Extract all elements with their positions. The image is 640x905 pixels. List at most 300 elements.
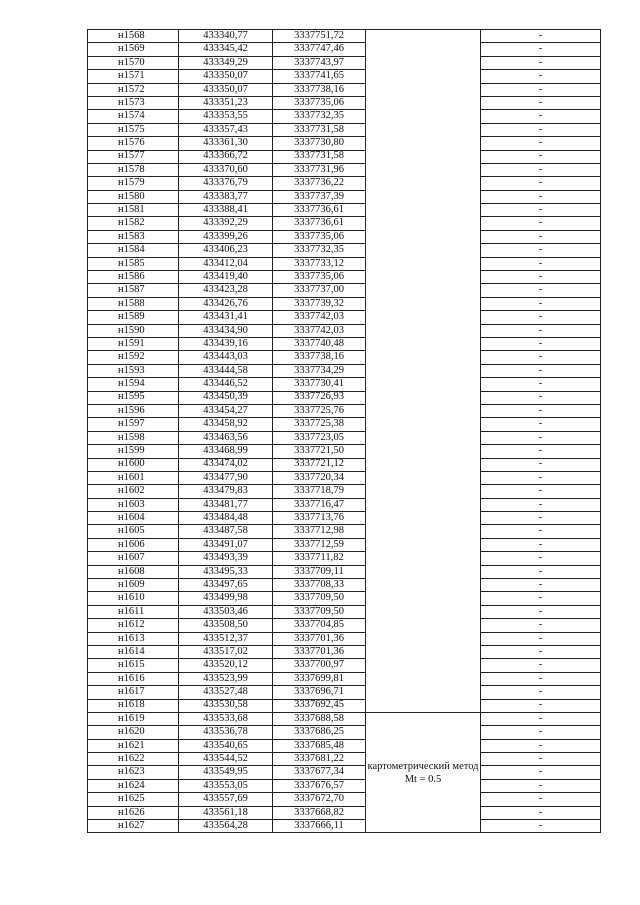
point-id-cell: н1599 [88,445,179,458]
point-id-cell: н1592 [88,351,179,364]
table-row [88,525,601,538]
accuracy-cell: - [481,525,601,538]
coordinates-table [87,29,601,833]
x-coordinate-cell: 433479,83 [179,485,273,498]
x-coordinate-cell: 433477,90 [179,471,273,484]
y-coordinate-cell: 3337666,11 [273,820,366,833]
x-coordinate-cell: 433454,27 [179,404,273,417]
table-row [88,30,601,43]
table-row [88,217,601,230]
table-row [88,163,601,176]
x-coordinate-cell: 433412,04 [179,257,273,270]
table-row [88,552,601,565]
point-id-cell: н1573 [88,96,179,109]
point-id-cell: н1595 [88,391,179,404]
x-coordinate-cell: 433444,58 [179,364,273,377]
accuracy-cell: - [481,512,601,525]
y-coordinate-cell: 3337730,80 [273,137,366,150]
table-row [88,806,601,819]
point-id-cell: н1607 [88,552,179,565]
point-id-cell: н1588 [88,297,179,310]
y-coordinate-cell: 3337736,61 [273,217,366,230]
y-coordinate-cell: 3337723,05 [273,431,366,444]
point-id-cell: н1594 [88,378,179,391]
y-coordinate-cell: 3337701,36 [273,632,366,645]
y-coordinate-cell: 3337742,03 [273,311,366,324]
x-coordinate-cell: 433517,02 [179,645,273,658]
table-row [88,471,601,484]
point-id-cell: н1626 [88,806,179,819]
point-id-cell: н1581 [88,204,179,217]
point-id-cell: н1622 [88,753,179,766]
y-coordinate-cell: 3337709,50 [273,592,366,605]
table-row [88,753,601,766]
x-coordinate-cell: 433361,30 [179,137,273,150]
x-coordinate-cell: 433487,58 [179,525,273,538]
x-coordinate-cell: 433376,79 [179,177,273,190]
table-row [88,579,601,592]
accuracy-cell: - [481,311,601,324]
x-coordinate-cell: 433431,41 [179,311,273,324]
table-row [88,498,601,511]
table-row [88,324,601,337]
table-row [88,820,601,833]
y-coordinate-cell: 3337709,11 [273,565,366,578]
y-coordinate-cell: 3337668,82 [273,806,366,819]
x-coordinate-cell: 433503,46 [179,605,273,618]
table-row [88,351,601,364]
accuracy-cell: - [481,123,601,136]
y-coordinate-cell: 3337686,25 [273,726,366,739]
y-coordinate-cell: 3337676,57 [273,779,366,792]
table-row [88,123,601,136]
point-id-cell: н1576 [88,137,179,150]
accuracy-cell: - [481,686,601,699]
y-coordinate-cell: 3337739,32 [273,297,366,310]
x-coordinate-cell: 433523,99 [179,672,273,685]
table-row [88,364,601,377]
accuracy-cell: - [481,645,601,658]
point-id-cell: н1627 [88,820,179,833]
table-row [88,512,601,525]
accuracy-cell: - [481,471,601,484]
point-id-cell: н1597 [88,418,179,431]
y-coordinate-cell: 3337740,48 [273,337,366,350]
accuracy-cell: - [481,391,601,404]
accuracy-cell: - [481,699,601,712]
point-id-cell: н1578 [88,163,179,176]
point-id-cell: н1612 [88,619,179,632]
point-id-cell: н1601 [88,471,179,484]
table-row [88,485,601,498]
accuracy-cell: - [481,565,601,578]
point-id-cell: н1608 [88,565,179,578]
table-row [88,418,601,431]
table-row [88,726,601,739]
x-coordinate-cell: 433561,18 [179,806,273,819]
accuracy-cell: - [481,726,601,739]
point-id-cell: н1620 [88,726,179,739]
point-id-cell: н1589 [88,311,179,324]
y-coordinate-cell: 3337699,81 [273,672,366,685]
y-coordinate-cell: 3337730,41 [273,378,366,391]
point-id-cell: н1603 [88,498,179,511]
table-row [88,177,601,190]
point-id-cell: н1621 [88,739,179,752]
y-coordinate-cell: 3337712,98 [273,525,366,538]
accuracy-cell: - [481,753,601,766]
accuracy-cell: - [481,739,601,752]
accuracy-cell: - [481,324,601,337]
x-coordinate-cell: 433497,65 [179,579,273,592]
point-id-cell: н1605 [88,525,179,538]
point-id-cell: н1617 [88,686,179,699]
point-id-cell: н1613 [88,632,179,645]
table-row [88,404,601,417]
table-row [88,712,601,725]
point-id-cell: н1580 [88,190,179,203]
point-id-cell: н1568 [88,30,179,43]
point-id-cell: н1577 [88,150,179,163]
accuracy-cell: - [481,672,601,685]
point-id-cell: н1584 [88,244,179,257]
y-coordinate-cell: 3337732,35 [273,110,366,123]
y-coordinate-cell: 3337716,47 [273,498,366,511]
accuracy-cell: - [481,404,601,417]
x-coordinate-cell: 433564,28 [179,820,273,833]
x-coordinate-cell: 433350,07 [179,83,273,96]
x-coordinate-cell: 433399,26 [179,230,273,243]
accuracy-cell: - [481,110,601,123]
y-coordinate-cell: 3337743,97 [273,56,366,69]
y-coordinate-cell: 3337736,61 [273,204,366,217]
x-coordinate-cell: 433406,23 [179,244,273,257]
x-coordinate-cell: 433508,50 [179,619,273,632]
y-coordinate-cell: 3337747,46 [273,43,366,56]
y-coordinate-cell: 3337677,34 [273,766,366,779]
x-coordinate-cell: 433520,12 [179,659,273,672]
y-coordinate-cell: 3337726,93 [273,391,366,404]
table-row [88,56,601,69]
point-id-cell: н1585 [88,257,179,270]
x-coordinate-cell: 433463,56 [179,431,273,444]
x-coordinate-cell: 433353,55 [179,110,273,123]
method-cell: картометрический метод Mt = 0.5 [366,712,481,833]
point-id-cell: н1616 [88,672,179,685]
y-coordinate-cell: 3337733,12 [273,257,366,270]
accuracy-cell: - [481,793,601,806]
point-id-cell: н1575 [88,123,179,136]
y-coordinate-cell: 3337700,97 [273,659,366,672]
x-coordinate-cell: 433443,03 [179,351,273,364]
point-id-cell: н1596 [88,404,179,417]
x-coordinate-cell: 433499,98 [179,592,273,605]
table-row [88,204,601,217]
accuracy-cell: - [481,659,601,672]
x-coordinate-cell: 433349,29 [179,56,273,69]
table-row [88,150,601,163]
table-row [88,378,601,391]
accuracy-cell: - [481,137,601,150]
table-row [88,257,601,270]
x-coordinate-cell: 433536,78 [179,726,273,739]
accuracy-cell: - [481,378,601,391]
accuracy-cell: - [481,337,601,350]
y-coordinate-cell: 3337731,58 [273,150,366,163]
point-id-cell: н1591 [88,337,179,350]
table-row [88,632,601,645]
table-row [88,458,601,471]
point-id-cell: н1583 [88,230,179,243]
x-coordinate-cell: 433468,99 [179,445,273,458]
accuracy-cell: - [481,458,601,471]
y-coordinate-cell: 3337692,45 [273,699,366,712]
point-id-cell: н1606 [88,538,179,551]
accuracy-cell: - [481,592,601,605]
table-row [88,70,601,83]
y-coordinate-cell: 3337738,16 [273,83,366,96]
accuracy-cell: - [481,579,601,592]
accuracy-cell: - [481,806,601,819]
x-coordinate-cell: 433388,41 [179,204,273,217]
y-coordinate-cell: 3337734,29 [273,364,366,377]
accuracy-cell: - [481,779,601,792]
y-coordinate-cell: 3337704,85 [273,619,366,632]
point-id-cell: н1615 [88,659,179,672]
accuracy-cell: - [481,431,601,444]
point-id-cell: н1609 [88,579,179,592]
accuracy-cell: - [481,70,601,83]
table-row [88,230,601,243]
y-coordinate-cell: 3337688,58 [273,712,366,725]
point-id-cell: н1574 [88,110,179,123]
y-coordinate-cell: 3337731,58 [273,123,366,136]
x-coordinate-cell: 433533,68 [179,712,273,725]
x-coordinate-cell: 433423,28 [179,284,273,297]
accuracy-cell: - [481,445,601,458]
y-coordinate-cell: 3337736,22 [273,177,366,190]
table-row [88,110,601,123]
accuracy-cell: - [481,364,601,377]
accuracy-cell: - [481,297,601,310]
x-coordinate-cell: 433474,02 [179,458,273,471]
table-row [88,297,601,310]
table-row [88,645,601,658]
table-row [88,565,601,578]
y-coordinate-cell: 3337737,39 [273,190,366,203]
x-coordinate-cell: 433383,77 [179,190,273,203]
x-coordinate-cell: 433527,48 [179,686,273,699]
accuracy-cell: - [481,204,601,217]
accuracy-cell: - [481,284,601,297]
accuracy-cell: - [481,538,601,551]
x-coordinate-cell: 433434,90 [179,324,273,337]
x-coordinate-cell: 433426,76 [179,297,273,310]
x-coordinate-cell: 433450,39 [179,391,273,404]
point-id-cell: н1623 [88,766,179,779]
accuracy-cell: - [481,217,601,230]
y-coordinate-cell: 3337741,65 [273,70,366,83]
y-coordinate-cell: 3337720,34 [273,471,366,484]
point-id-cell: н1593 [88,364,179,377]
accuracy-cell: - [481,96,601,109]
table-row [88,592,601,605]
y-coordinate-cell: 3337725,38 [273,418,366,431]
x-coordinate-cell: 433392,29 [179,217,273,230]
x-coordinate-cell: 433544,52 [179,753,273,766]
table-row [88,337,601,350]
x-coordinate-cell: 433370,60 [179,163,273,176]
y-coordinate-cell: 3337735,06 [273,271,366,284]
x-coordinate-cell: 433351,23 [179,96,273,109]
point-id-cell: н1624 [88,779,179,792]
y-coordinate-cell: 3337685,48 [273,739,366,752]
point-id-cell: н1579 [88,177,179,190]
y-coordinate-cell: 3337725,76 [273,404,366,417]
y-coordinate-cell: 3337718,79 [273,485,366,498]
point-id-cell: н1598 [88,431,179,444]
table-row [88,96,601,109]
accuracy-cell: - [481,257,601,270]
y-coordinate-cell: 3337735,06 [273,230,366,243]
point-id-cell: н1571 [88,70,179,83]
point-id-cell: н1586 [88,271,179,284]
y-coordinate-cell: 3337681,22 [273,753,366,766]
point-id-cell: н1625 [88,793,179,806]
table-row [88,137,601,150]
y-coordinate-cell: 3337708,33 [273,579,366,592]
accuracy-cell: - [481,619,601,632]
y-coordinate-cell: 3337701,36 [273,645,366,658]
table-row [88,619,601,632]
table-row [88,244,601,257]
accuracy-cell: - [481,190,601,203]
point-id-cell: н1582 [88,217,179,230]
y-coordinate-cell: 3337737,00 [273,284,366,297]
table-row [88,605,601,618]
table-row [88,739,601,752]
point-id-cell: н1614 [88,645,179,658]
x-coordinate-cell: 433439,16 [179,337,273,350]
x-coordinate-cell: 433357,43 [179,123,273,136]
x-coordinate-cell: 433540,65 [179,739,273,752]
y-coordinate-cell: 3337712,59 [273,538,366,551]
point-id-cell: н1570 [88,56,179,69]
x-coordinate-cell: 433446,52 [179,378,273,391]
x-coordinate-cell: 433553,05 [179,779,273,792]
y-coordinate-cell: 3337709,50 [273,605,366,618]
point-id-cell: н1600 [88,458,179,471]
point-id-cell: н1587 [88,284,179,297]
x-coordinate-cell: 433491,07 [179,538,273,551]
point-id-cell: н1610 [88,592,179,605]
method-cell-empty [366,30,481,713]
accuracy-cell: - [481,56,601,69]
x-coordinate-cell: 433512,37 [179,632,273,645]
x-coordinate-cell: 433549,95 [179,766,273,779]
table-row [88,779,601,792]
y-coordinate-cell: 3337672,70 [273,793,366,806]
accuracy-cell: - [481,820,601,833]
accuracy-cell: - [481,83,601,96]
accuracy-cell: - [481,30,601,43]
point-id-cell: н1590 [88,324,179,337]
table-row [88,445,601,458]
y-coordinate-cell: 3337713,76 [273,512,366,525]
y-coordinate-cell: 3337742,03 [273,324,366,337]
table-row [88,271,601,284]
table-row [88,699,601,712]
accuracy-cell: - [481,712,601,725]
accuracy-cell: - [481,498,601,511]
x-coordinate-cell: 433481,77 [179,498,273,511]
y-coordinate-cell: 3337731,96 [273,163,366,176]
accuracy-cell: - [481,244,601,257]
x-coordinate-cell: 433484,48 [179,512,273,525]
point-id-cell: н1611 [88,605,179,618]
table-row [88,766,601,779]
accuracy-cell: - [481,351,601,364]
accuracy-cell: - [481,150,601,163]
table-row [88,793,601,806]
table-row [88,659,601,672]
accuracy-cell: - [481,552,601,565]
y-coordinate-cell: 3337735,06 [273,96,366,109]
table-row [88,190,601,203]
table-row [88,284,601,297]
point-id-cell: н1602 [88,485,179,498]
accuracy-cell: - [481,418,601,431]
x-coordinate-cell: 433340,77 [179,30,273,43]
coordinates-table-body [88,30,601,833]
accuracy-cell: - [481,485,601,498]
point-id-cell: н1619 [88,712,179,725]
accuracy-cell: - [481,605,601,618]
accuracy-cell: - [481,766,601,779]
accuracy-cell: - [481,230,601,243]
table-row [88,391,601,404]
x-coordinate-cell: 433419,40 [179,271,273,284]
accuracy-cell: - [481,43,601,56]
table-row [88,686,601,699]
table-row [88,43,601,56]
point-id-cell: н1572 [88,83,179,96]
x-coordinate-cell: 433557,69 [179,793,273,806]
table-row [88,672,601,685]
y-coordinate-cell: 3337751,72 [273,30,366,43]
table-row [88,311,601,324]
accuracy-cell: - [481,163,601,176]
x-coordinate-cell: 433495,33 [179,565,273,578]
table-row [88,83,601,96]
accuracy-cell: - [481,177,601,190]
y-coordinate-cell: 3337732,35 [273,244,366,257]
x-coordinate-cell: 433345,42 [179,43,273,56]
x-coordinate-cell: 433350,07 [179,70,273,83]
point-id-cell: н1618 [88,699,179,712]
x-coordinate-cell: 433493,39 [179,552,273,565]
point-id-cell: н1569 [88,43,179,56]
table-row [88,431,601,444]
y-coordinate-cell: 3337738,16 [273,351,366,364]
x-coordinate-cell: 433530,58 [179,699,273,712]
x-coordinate-cell: 433458,92 [179,418,273,431]
accuracy-cell: - [481,271,601,284]
y-coordinate-cell: 3337711,82 [273,552,366,565]
y-coordinate-cell: 3337721,50 [273,445,366,458]
table-row [88,538,601,551]
y-coordinate-cell: 3337721,12 [273,458,366,471]
